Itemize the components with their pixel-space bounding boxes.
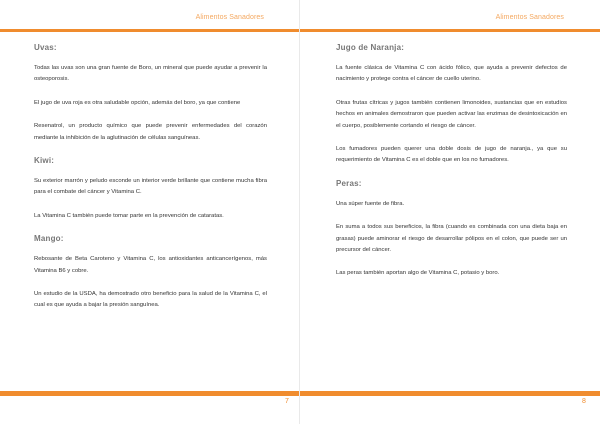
section-title: Peras: xyxy=(336,178,362,188)
section-jugo-de-naranja xyxy=(336,43,567,167)
paragraph: Los fumadores pueden querer una doble dosis de jugo de naranja., ya que su requerimiento de Vitamina C es el doble que en los no fumadores. xyxy=(336,146,567,164)
paragraph: La fuente clásica de Vitamina C con ácido fólico, que ayuda a prevenir defectos de nacimiento y protege contra el cáncer de cuello uterino. xyxy=(336,65,567,83)
header-rule xyxy=(300,29,600,32)
footer-rule xyxy=(0,391,300,396)
header-rule xyxy=(0,29,300,32)
running-header: Alimentos Sanadores xyxy=(195,14,264,21)
section-title: Jugo de Naranja: xyxy=(336,43,405,52)
section-mango xyxy=(34,234,267,312)
page-number: 8 xyxy=(582,398,586,405)
paragraph: Rebosante de Beta Caroteno y Vitamina C, los antioxidantes anticancerígenos, más Vitamina B6 y cobre. xyxy=(34,256,267,274)
running-header: Alimentos Sanadores xyxy=(495,14,564,21)
paragraph: En suma a todos sus beneficios, la fibra (cuando es combinada con una dieta baja en grasas) puede aminorar el riesgo de desarrollar pólipos en el colon, que puede ser un precursor del cáncer. xyxy=(336,224,567,254)
paragraph: Otras frutas cítricas y jugos también contienen limonoides, sustancias que en estudios hechos en animales demostraron que pueden activar las enzimas de desintoxicación en el cuerpo, posiblemente cortando el riesgo de cáncer. xyxy=(336,99,567,129)
section-title: Kiwi: xyxy=(34,156,55,166)
section-kiwi xyxy=(34,156,267,222)
paragraph: Una súper fuente de fibra. xyxy=(336,200,405,207)
left-page-content xyxy=(34,43,267,324)
paragraph: Las peras también aportan algo de Vitamina C, potasio y boro. xyxy=(336,270,500,277)
paragraph: Todas las uvas son una gran fuente de Boro, un mineral que puede ayudar a prevenir la osteoporosis. xyxy=(34,65,267,83)
page-number: 7 xyxy=(285,398,289,405)
paragraph: Resenatrol, un producto químico que puede prevenir enfermedades del corazón mediante la inhibición de la aglutinación de células sanguíneas. xyxy=(34,123,267,141)
right-page-content xyxy=(336,43,567,292)
paragraph: El jugo de uva roja es otra saludable opción, además del boro, ya que contiene xyxy=(34,99,241,106)
footer-rule xyxy=(300,391,600,396)
section-uvas xyxy=(34,43,267,144)
section-title: Uvas: xyxy=(34,43,57,52)
paragraph: Un estudio de la USDA, ha demostrado otro beneficio para la salud de la Vitamina C, el cual es que ayuda a bajar la presión sanguínea. xyxy=(34,291,267,309)
paragraph: Su exterior marrón y peludo esconde un interior verde brillante que contiene mucha fibra para el combate del cáncer y Vitamina C. xyxy=(34,178,267,196)
section-title: Mango: xyxy=(34,234,64,244)
section-peras xyxy=(336,179,567,280)
right-page xyxy=(300,0,600,424)
paragraph: La Vitamina C también puede tomar parte en la prevención de cataratas. xyxy=(34,212,224,219)
